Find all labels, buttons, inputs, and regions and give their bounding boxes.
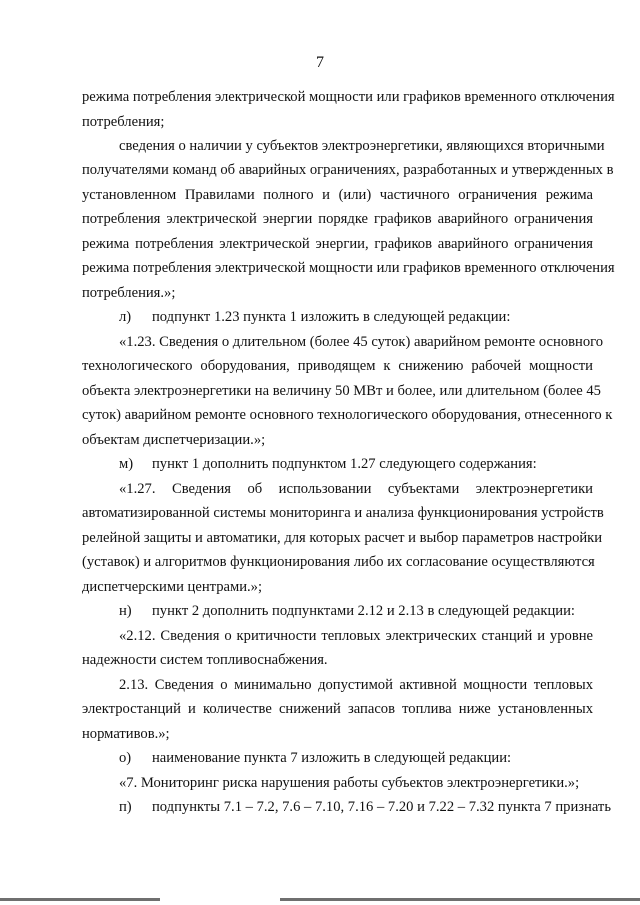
text-line: установленном Правилами полного и (или) частичного ограничения режима	[82, 187, 593, 203]
text-line: «1.23. Сведения о длительном (более 45 суток) аварийном ремонте основного	[119, 334, 604, 350]
text-line: диспетчерскими центрами.»;	[82, 579, 263, 595]
text-line: пункт 1 дополнить подпунктом 1.27 следующего содержания:	[152, 456, 537, 472]
text-line: подпункт 1.23 пункта 1 изложить в следующей редакции:	[152, 309, 511, 325]
text-line: пункт 2 дополнить подпунктами 2.12 и 2.13 в следующей редакции:	[152, 603, 575, 619]
text-line: суток) аварийном ремонте основного технологического оборудования, отнесенного к	[82, 407, 613, 423]
list-marker: п)	[119, 799, 132, 815]
text-line: наименование пункта 7 изложить в следующей редакции:	[152, 750, 512, 766]
text-line: «1.27. Сведения об использовании субъектами электроэнергетики	[119, 481, 593, 497]
text-line: режима потребления электрической энергии, графиков аварийного ограничения	[82, 236, 593, 252]
text-line: режима потребления электрической мощности или графиков временного отключения	[82, 89, 615, 105]
text-line: нормативов.»;	[82, 726, 170, 742]
text-line: объектам диспетчеризации.»;	[82, 432, 266, 448]
text-line: автоматизированной системы мониторинга и анализа функционирования устройств	[82, 505, 604, 521]
text-line: потребления электрической энергии порядке графиков аварийного ограничения	[82, 211, 593, 227]
text-line: объекта электроэнергетики на величину 50 МВт и более, или длительном (более 45	[82, 383, 601, 399]
list-item	[119, 455, 593, 473]
text-line: 2.13. Сведения о минимально допустимой активной мощности тепловых	[119, 677, 593, 693]
page-number: 7	[316, 54, 324, 71]
list-marker: о)	[119, 750, 132, 766]
text-line: технологического оборудования, приводящем к снижению рабочей мощности	[82, 358, 593, 374]
text-line: электростанций и количестве снижений запасов топлива ниже установленных	[82, 701, 593, 717]
scan-edge-line	[0, 898, 160, 901]
text-line: режима потребления электрической мощности или графиков временного отключения	[82, 260, 615, 276]
list-marker: н)	[119, 603, 132, 619]
text-line: (уставок) и алгоритмов функционирования либо их согласование осуществляются	[82, 554, 595, 570]
text-line: надежности систем топливоснабжения.	[82, 652, 328, 668]
text-line: сведения о наличии у субъектов электроэнергетики, являющихся вторичными	[119, 138, 605, 154]
list-item	[119, 798, 611, 816]
list-marker: м)	[119, 456, 134, 472]
scan-edge-line	[280, 898, 640, 901]
text-line: подпункты 7.1 – 7.2, 7.6 – 7.10, 7.16 – 7.20 и 7.22 – 7.32 пункта 7 признать	[152, 799, 611, 815]
list-item	[119, 749, 593, 767]
text-line: потребления;	[82, 114, 165, 130]
list-marker: л)	[119, 309, 132, 325]
text-line: потребления.»;	[82, 285, 176, 301]
text-line: «2.12. Сведения о критичности тепловых электрических станций и уровне	[119, 628, 593, 644]
text-line: получателями команд об аварийных ограничениях, разработанных и утвержденных в	[82, 162, 614, 178]
list-item	[119, 602, 593, 620]
text-line: релейной защиты и автоматики, для которых расчет и выбор параметров настройки	[82, 530, 603, 546]
text-line: «7. Мониторинг риска нарушения работы субъектов электроэнергетики.»;	[119, 775, 580, 791]
list-item	[119, 308, 593, 326]
